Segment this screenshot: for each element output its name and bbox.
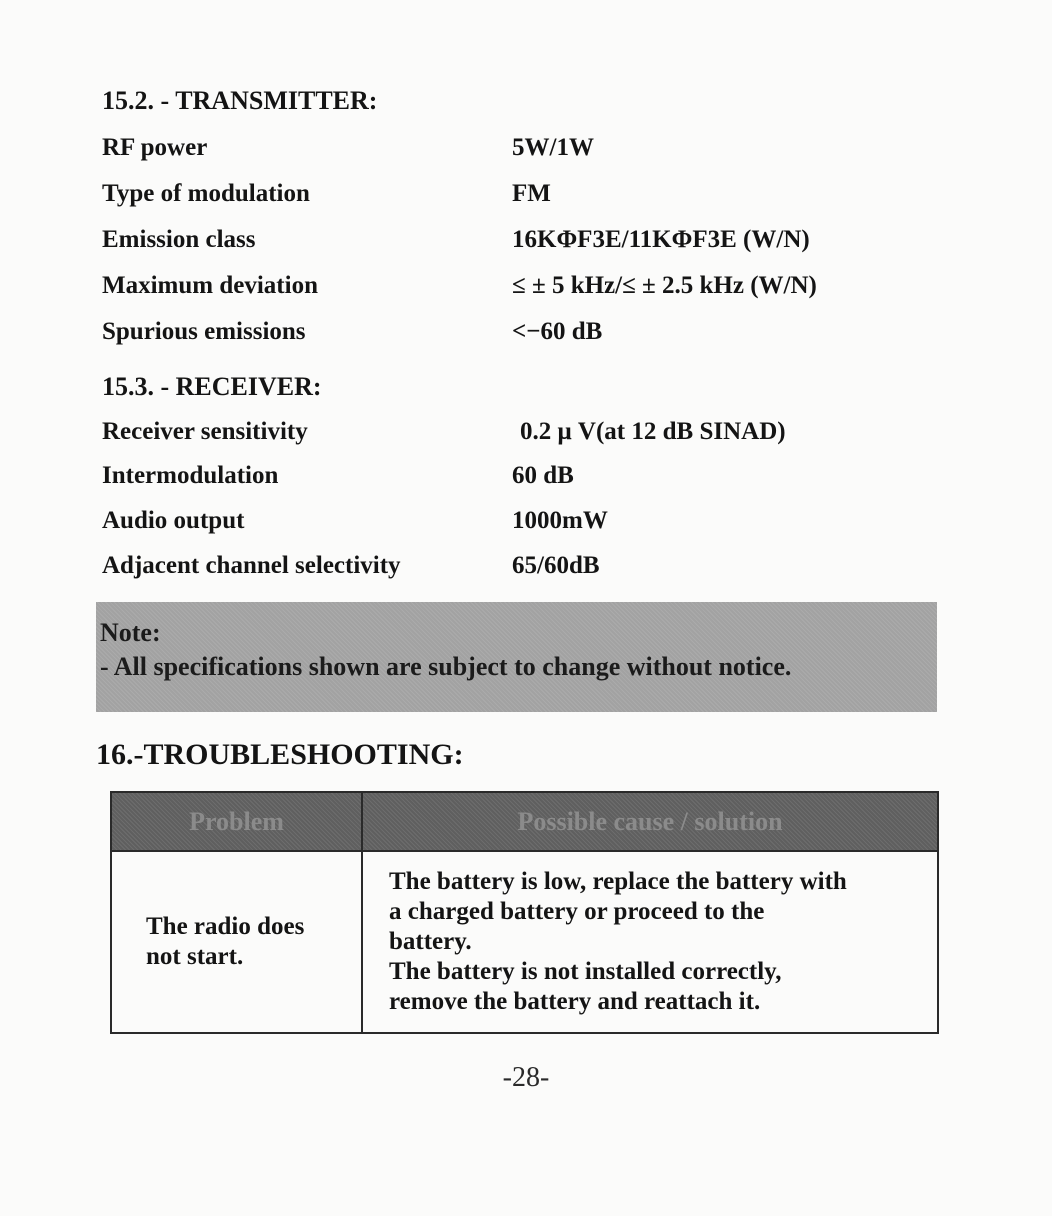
- spec-row-maximum-deviation: [102, 272, 942, 306]
- spec-label: Maximum deviation: [102, 272, 318, 299]
- spec-value: 5W/1W: [512, 134, 594, 161]
- table-header-row: [111, 792, 938, 851]
- solution-line: remove the battery and reattach it.: [389, 988, 761, 1015]
- solution-line: The battery is not installed correctly,: [389, 958, 782, 985]
- spec-value: FM: [512, 180, 551, 207]
- solution-line: battery.: [389, 928, 472, 955]
- problem-line: not start.: [146, 943, 244, 970]
- spec-label: Adjacent channel selectivity: [102, 552, 401, 579]
- spec-label: Type of modulation: [102, 180, 310, 207]
- note-text: - All specifications shown are subject to change without notice.: [100, 652, 792, 681]
- spec-row-spurious-emissions: [102, 318, 942, 352]
- spec-label: Emission class: [102, 226, 256, 253]
- spec-row-emission-class: [102, 226, 942, 260]
- spec-row-intermodulation: [102, 462, 942, 496]
- troubleshooting-heading: 16.-TROUBLESHOOTING:: [96, 738, 464, 771]
- spec-label: Audio output: [102, 507, 245, 534]
- spec-value: 16KΦF3E/11KΦF3E (W/N): [512, 226, 810, 253]
- spec-row-rf-power: [102, 134, 942, 168]
- spec-value: 65/60dB: [512, 552, 600, 579]
- spec-label: Intermodulation: [102, 462, 279, 489]
- note-box: [96, 602, 937, 712]
- problem-cell: [111, 851, 362, 1033]
- spec-label: Spurious emissions: [102, 318, 306, 345]
- spec-row-adjacent-channel-selectivity: [102, 552, 942, 586]
- note-title: Note:: [100, 618, 161, 647]
- solution-cell: [362, 851, 938, 1033]
- solution-line: a charged battery or proceed to the: [389, 898, 765, 925]
- spec-value: ≤ ± 5 kHz/≤ ± 2.5 kHz (W/N): [512, 272, 817, 299]
- problem-line: The radio does: [146, 913, 305, 940]
- page-number: -28-: [502, 1062, 550, 1093]
- spec-row-audio-output: [102, 507, 942, 541]
- spec-value: <−60 dB: [512, 318, 603, 345]
- troubleshooting-table: [110, 791, 939, 1034]
- spec-label: RF power: [102, 134, 208, 161]
- spec-value: 1000mW: [512, 507, 608, 534]
- transmitter-heading: 15.2. - TRANSMITTER:: [102, 86, 378, 115]
- table-row: [111, 851, 938, 1033]
- spec-label: Receiver sensitivity: [102, 418, 308, 445]
- spec-value: 60 dB: [512, 462, 574, 489]
- solution-line: The battery is low, replace the battery with: [389, 868, 847, 895]
- spec-value: 0.2 μ V(at 12 dB SINAD): [520, 418, 786, 445]
- column-header-solution: Possible cause / solution: [362, 792, 938, 851]
- spec-row-type-of-modulation: [102, 180, 942, 214]
- column-header-problem: Problem: [111, 792, 362, 851]
- spec-row-receiver-sensitivity: [102, 418, 942, 452]
- receiver-heading: 15.3. - RECEIVER:: [102, 372, 322, 401]
